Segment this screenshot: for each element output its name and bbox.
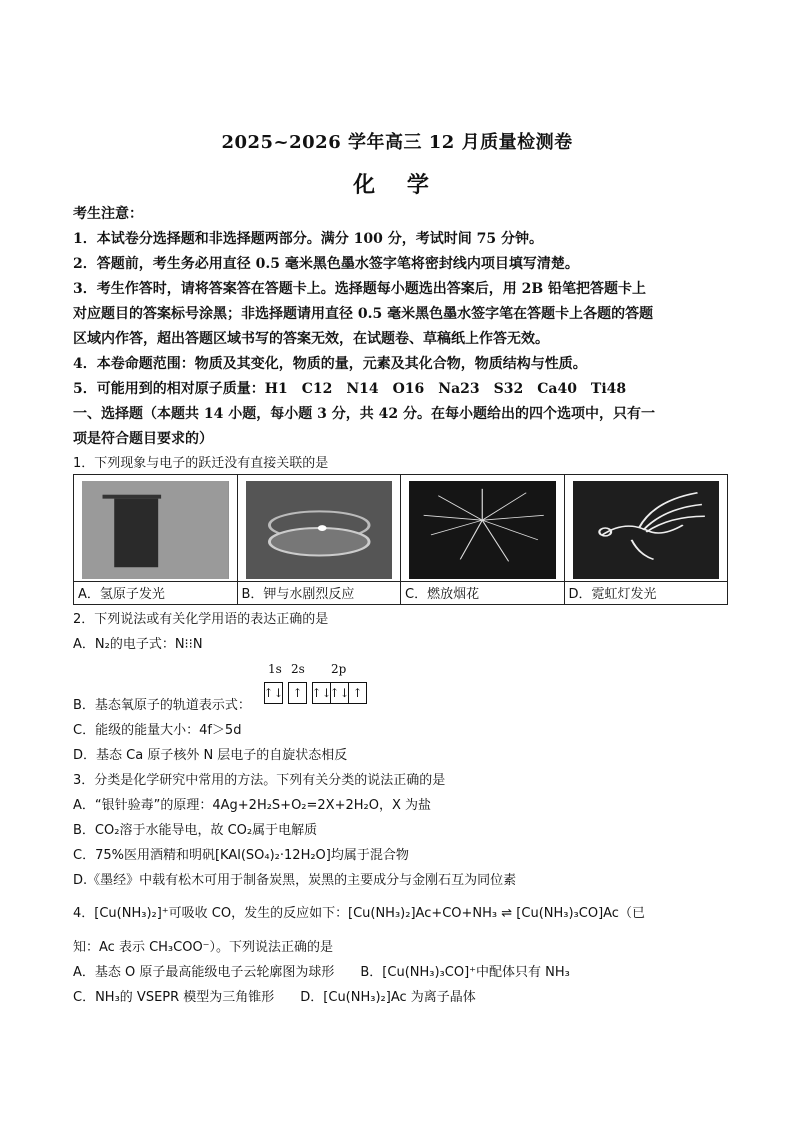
notice-item-2: 2．答题前，考生务必用直径 0.5 毫米黑色墨水签字笔将密封线内项目填写清楚。 <box>73 256 579 272</box>
notice-item-5: 5．可能用到的相对原子质量：H1 C12 N14 O16 Na23 S32 Ca40 Ti48 <box>73 381 627 397</box>
notice-item-3-cont2: 区域内作答，超出答题区域书写的答案无效，在试题卷、草稿纸上作答无效。 <box>73 331 549 347</box>
orbital-label-1s: 1s <box>268 662 282 676</box>
q1-cell-a <box>74 475 238 604</box>
orbital-1s-cell: ↑↓ <box>263 686 284 700</box>
q4-equation: [Cu(NH₃)₂]Ac+CO+NH₃ ⇌ [Cu(NH₃)₃CO]Ac（已 <box>348 906 645 921</box>
q2-option-b: B．基态氧原子的轨道表示式： <box>73 698 251 713</box>
q3-option-c: C．75%医用酒精和明矾[KAl(SO₄)₂·12H₂O]均属于混合物 <box>73 848 409 863</box>
q4-options-ab: A．基态 O 原子最高能级电子云轮廓图为球形 B．[Cu(NH₃)₃CO]⁺中配体只有 NH₃ <box>73 965 570 980</box>
orbital-label-2p: 2p <box>331 662 347 676</box>
section-heading: 一、选择题（本题共 14 小题，每小题 3 分，共 42 分。在每小题给出的四个选项中，只有一 <box>73 406 655 422</box>
q1-cell-b <box>238 475 402 604</box>
q3-stem: 3．分类是化学研究中常用的方法。下列有关分类的说法正确的是 <box>73 773 446 788</box>
exam-title: 2025~2026 学年高三 12 月质量检测卷 <box>221 132 573 153</box>
q1-cell-d <box>565 475 728 604</box>
orbital-2s-cell: ↑ <box>292 686 303 700</box>
section-heading-cont: 项是符合题目要求的） <box>73 431 213 447</box>
q1-image-table <box>73 474 728 605</box>
q2-option-a: A．N₂的电子式：N⁝⁝N <box>73 637 203 652</box>
q1-option-d: D．霓虹灯发光 <box>568 587 657 602</box>
q2-stem: 2．下列说法或有关化学用语的表达正确的是 <box>73 612 329 627</box>
orbital-label-2s: 2s <box>291 662 305 676</box>
q3-option-b: B．CO₂溶于水能导电，故 CO₂属于电解质 <box>73 823 318 838</box>
q1-option-c: C．燃放烟花 <box>405 587 480 602</box>
q1-cell-c <box>401 475 565 604</box>
notice-item-3: 3．考生作答时，请将答案答在答题卡上。选择题每小题选出答案后，用 2B 铅笔把答题卡上 <box>73 281 647 297</box>
orbital-box-1s <box>264 682 283 704</box>
q4-stem: 4．[Cu(NH₃)₂]⁺可吸收 CO，发生的反应如下： <box>73 906 349 921</box>
potassium-water-image <box>246 481 393 579</box>
notice-item-4: 4．本卷命题范围：物质及其变化，物质的量，元素及其化合物，物质结构与性质。 <box>73 356 587 372</box>
q1-option-a: A．氢原子发光 <box>78 587 165 602</box>
q2-option-c: C．能级的能量大小：4f＞5d <box>73 723 242 738</box>
subject-title: 化 学 <box>353 172 441 198</box>
hydrogen-tube-image <box>82 481 229 579</box>
q4-options-cd: C．NH₃的 VSEPR 模型为三角锥形 D．[Cu(NH₃)₂]Ac 为离子晶体 <box>73 990 476 1005</box>
q2-option-d: D．基态 Ca 原子核外 N 层电子的自旋状态相反 <box>73 748 348 763</box>
q4-stem-cont: 知：Ac 表示 CH₃COO⁻）。下列说法正确的是 <box>73 940 334 955</box>
q3-option-d: D.《墨经》中载有松木可用于制备炭黑，炭黑的主要成分与金刚石互为同位素 <box>73 873 517 888</box>
orbital-2p-cell-3: ↑ <box>352 686 363 700</box>
orbital-box-2s <box>288 682 307 704</box>
q1-stem: 1．下列现象与电子的跃迁没有直接关联的是 <box>73 456 329 471</box>
q3-option-a: A．“银针验毒”的原理：4Ag+2H₂S+O₂=2X+2H₂O，X 为盐 <box>73 798 432 813</box>
orbital-2p-cell-2: ↑↓ <box>331 683 349 703</box>
notice-item-1: 1．本试卷分选择题和非选择题两部分。满分 100 分，考试时间 75 分钟。 <box>73 231 543 247</box>
fireworks-image <box>409 481 556 579</box>
notice-heading: 考生注意： <box>73 206 143 222</box>
orbital-2p-cell-1: ↑↓ <box>313 683 331 703</box>
q1-option-b: B．钾与水剧烈反应 <box>241 587 355 602</box>
orbital-box-2p <box>312 682 367 704</box>
neon-bird-image <box>573 481 720 579</box>
notice-item-3-cont: 对应题目的答案标号涂黑；非选择题请用直径 0.5 毫米黑色墨水签字笔在答题卡上各题的答题 <box>73 306 654 322</box>
